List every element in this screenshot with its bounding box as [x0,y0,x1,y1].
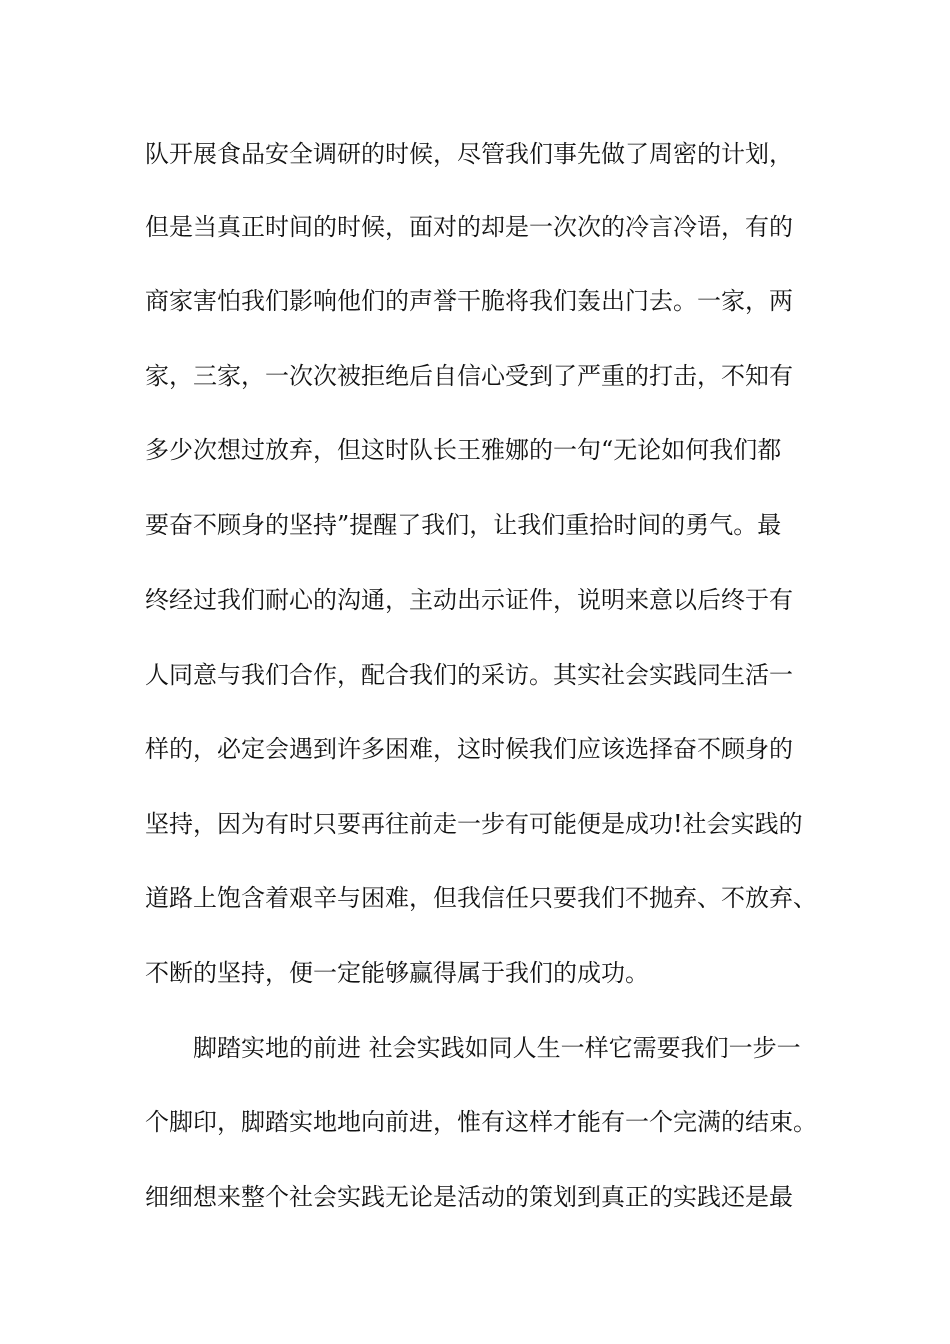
text-line-5: 多少次想过放弃，但这时队长王雅娜的一句“无论如何我们都 [145,436,782,464]
text-line-14: 个脚印，脚踏实地地向前进，惟有这样才能有一个完满的结束。 [145,1108,817,1136]
text-line-6: 要奋不顾身的坚持”提醒了我们，让我们重拾时间的勇气。最 [145,511,782,539]
text-line-12: 不断的坚持，便一定能够赢得属于我们的成功。 [145,959,649,987]
text-line-10: 坚持，因为有时只要再往前走一步有可能便是成功!社会实践的 [145,810,803,838]
text-line-1: 队开展食品安全调研的时候，尽管我们事先做了周密的计划， [145,140,793,168]
text-line-8: 人同意与我们合作，配合我们的采访。其实社会实践同生活一 [145,661,793,689]
text-line-3: 商家害怕我们影响他们的声誉干脆将我们轰出门去。一家，两 [145,287,793,315]
paragraph-start-line: 脚踏实地的前进 社会实践如同人生一样它需要我们一步一 [193,1034,801,1062]
text-line-15: 细细想来整个社会实践无论是活动的策划到真正的实践还是最 [145,1183,793,1211]
text-line-4: 家，三家，一次次被拒绝后自信心受到了严重的打击，不知有 [145,362,793,390]
text-line-11: 道路上饱含着艰辛与困难，但我信任只要我们不抛弃、不放弃、 [145,884,817,912]
text-line-9: 样的，必定会遇到许多困难，这时候我们应该选择奋不顾身的 [145,735,793,763]
text-line-7: 终经过我们耐心的沟通，主动出示证件，说明来意以后终于有 [145,586,793,614]
text-line-2: 但是当真正时间的时候，面对的却是一次次的冷言冷语，有的 [145,213,793,241]
